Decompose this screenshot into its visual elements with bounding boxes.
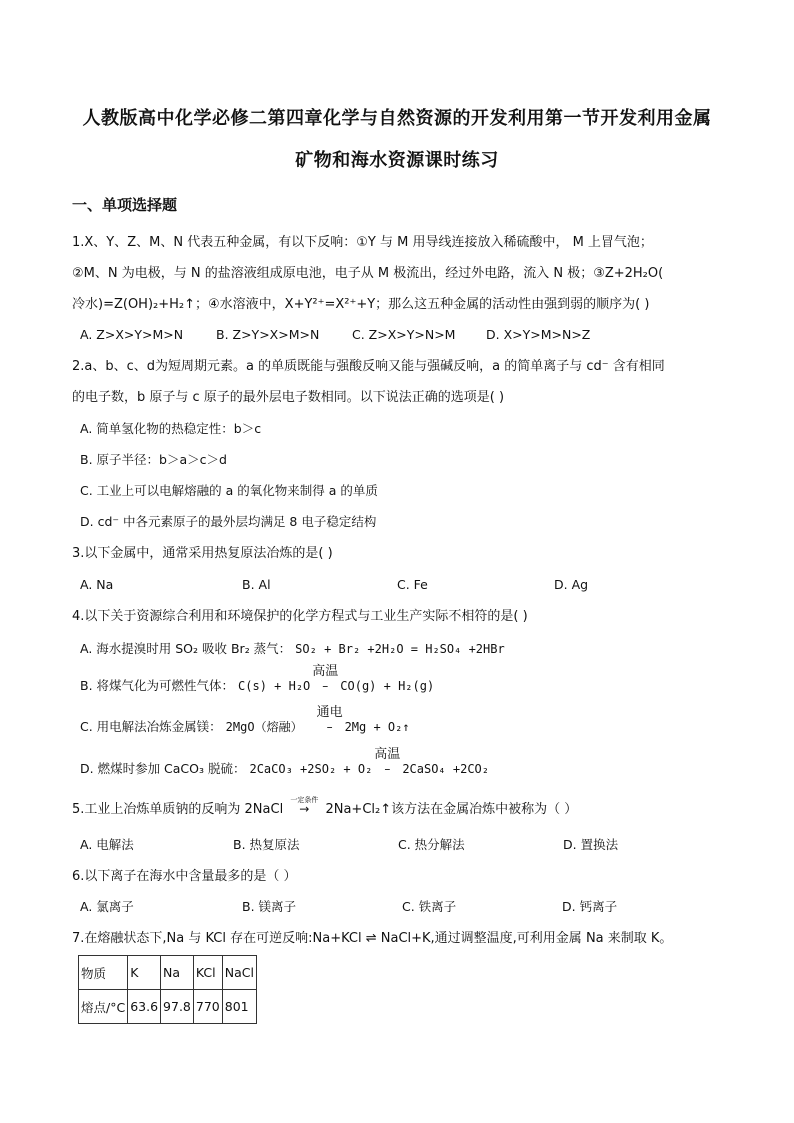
q1-option-b: B. Z>Y>X>M>N: [216, 327, 320, 342]
q4-text-line-1: 4.以下关于资源综合利用和环境保护的化学方程式与工业生产实际不相符的是( ): [72, 609, 528, 624]
q1-text-line-1: 1.X、Y、Z、M、N 代表五种金属，有以下反响：①Y 与 M 用导线连接放入稀硫酸中， M 上冒气泡；: [72, 235, 653, 250]
q2-option-c: C. 工业上可以电解熔融的 a 的氧化物来制得 a 的单质: [80, 483, 378, 498]
q6-option-c: C. 铁离子: [402, 899, 457, 914]
q1-text-line-2: ②M、N 为电极，与 N 的盐溶液组成原电池，电子从 M 极流出，经过外电路，流入 N 极；③Z+2H₂O(: [72, 266, 664, 281]
q2-option-b: B. 原子半径：b＞a＞c＞d: [80, 452, 227, 467]
q4-option-c-reaction-arrow: 通电 –: [316, 705, 343, 734]
q1-option-d: D. X>Y>M>N>Z: [486, 327, 591, 342]
q2-option-a: A. 简单氢化物的热稳定性：b＞c: [80, 421, 262, 436]
q4-option-d-reaction-arrow: 高温 –: [374, 747, 401, 776]
table-header-cell: 物质: [79, 956, 128, 990]
q4-option-b-rhs: CO(g) + H₂(g): [340, 679, 435, 693]
q5-option-b: B. 热复原法: [233, 837, 300, 852]
table-cell: 熔点/°C: [79, 990, 128, 1024]
q2-text-line-1: 2.a、b、c、d为短周期元素。a 的单质既能与强酸反响又能与强碱反响，a 的简单离子与 cd⁻ 含有相同: [72, 359, 665, 374]
q4-option-b-reaction-arrow: 高温 –: [312, 664, 339, 693]
q4-option-b: [80, 664, 435, 695]
q3-option-a: A. Na: [80, 577, 114, 592]
melting-point-table: [78, 955, 257, 1024]
q6-option-a: A. 氯离子: [80, 899, 134, 914]
q7-text-line-1: 7.在熔融状态下,Na 与 KCl 存在可逆反响:Na+KCl ⇌ NaCl+K,通过调整温度,可利用金属 Na 来制取 K。: [72, 931, 673, 946]
q4-option-a: [80, 640, 505, 658]
q3-option-d: D. Ag: [554, 577, 589, 592]
q1-option-a: A. Z>X>Y>M>N: [80, 327, 184, 342]
q4-option-c-lhs: 2MgO（熔融）: [225, 720, 303, 734]
table-header-cell: NaCl: [222, 956, 256, 990]
q6-option-d: D. 钙离子: [562, 899, 618, 914]
q5-option-d: D. 置换法: [563, 837, 619, 852]
q5-reaction-arrow: 一定条件 →: [287, 800, 321, 819]
q4-option-d-lhs: 2CaCO₃ +2SO₂ + O₂: [249, 762, 373, 776]
table-header-cell: KCl: [193, 956, 222, 990]
q4-option-a-label: A. 海水提溴时用 SO₂ 吸收 Br₂ 蒸气：: [80, 641, 292, 656]
q4-option-c: [80, 705, 410, 736]
q4-option-b-label: B. 将煤气化为可燃性气体：: [80, 678, 235, 693]
q1-text-line-3: 冷水)=Z(OH)₂+H₂↑；④水溶液中，X+Y²⁺=X²⁺+Y；那么这五种金属的活动性由强到弱的顺序为( ): [72, 297, 650, 312]
page-title-line-1: 人教版高中化学必修二第四章化学与自然资源的开发利用第一节开发利用金属: [82, 108, 712, 129]
q4-option-d-condition: 高温: [374, 747, 401, 762]
q4-option-d-rhs: 2CaSO₄ +2CO₂: [402, 762, 490, 776]
table-header-cell: Na: [161, 956, 194, 990]
q4-option-b-condition: 高温: [312, 664, 339, 679]
q4-option-d: [80, 747, 490, 778]
q5-condition: 一定条件: [290, 796, 319, 804]
q2-option-d: D. cd⁻ 中各元素原子的最外层均满足 8 电子稳定结构: [80, 514, 377, 529]
q4-option-c-condition: 通电: [316, 705, 343, 720]
table-cell: 770: [193, 990, 222, 1024]
q5-text-post: 2Na+Cl₂↑该方法在金属冶炼中被称为（ ）: [325, 802, 578, 817]
q3-text-line-1: 3.以下金属中，通常采用热复原法冶炼的是( ): [72, 546, 333, 561]
q6-text-line-1: 6.以下离子在海水中含量最多的是（ ）: [72, 869, 297, 884]
q4-option-a-equation: SO₂ + Br₂ +2H₂O = H₂SO₄ +2HBr: [295, 642, 505, 656]
q5-text-pre: 5.工业上冶炼单质钠的反响为 2NaCl: [72, 802, 284, 817]
q3-option-b: B. Al: [242, 577, 271, 592]
page-title-line-2: 矿物和海水资源课时练习: [295, 150, 499, 171]
q5-option-c: C. 热分解法: [398, 837, 465, 852]
table-header-cell: K: [128, 956, 161, 990]
q4-option-d-label: D. 燃煤时参加 CaCO₃ 脱硫：: [80, 761, 246, 776]
q5-text-line-1: [72, 796, 578, 819]
table-cell: 801: [222, 990, 256, 1024]
q4-option-c-label: C. 用电解法冶炼金属镁：: [80, 719, 222, 734]
table-row: [79, 990, 257, 1024]
table-header-row: [79, 956, 257, 990]
section-heading: 一、单项选择题: [72, 196, 178, 214]
q4-option-b-lhs: C(s) + H₂O: [238, 679, 311, 693]
q3-option-c: C. Fe: [397, 577, 428, 592]
table-cell: 97.8: [161, 990, 194, 1024]
q2-text-line-2: 的电子数，b 原子与 c 原子的最外层电子数相同。以下说法正确的选项是( ): [72, 390, 505, 405]
table-cell: 63.6: [128, 990, 161, 1024]
q5-option-a: A. 电解法: [80, 837, 134, 852]
q1-option-c: C. Z>X>Y>N>M: [352, 327, 456, 342]
q4-option-c-rhs: 2Mg + O₂↑: [344, 720, 410, 734]
q6-option-b: B. 镁离子: [242, 899, 297, 914]
